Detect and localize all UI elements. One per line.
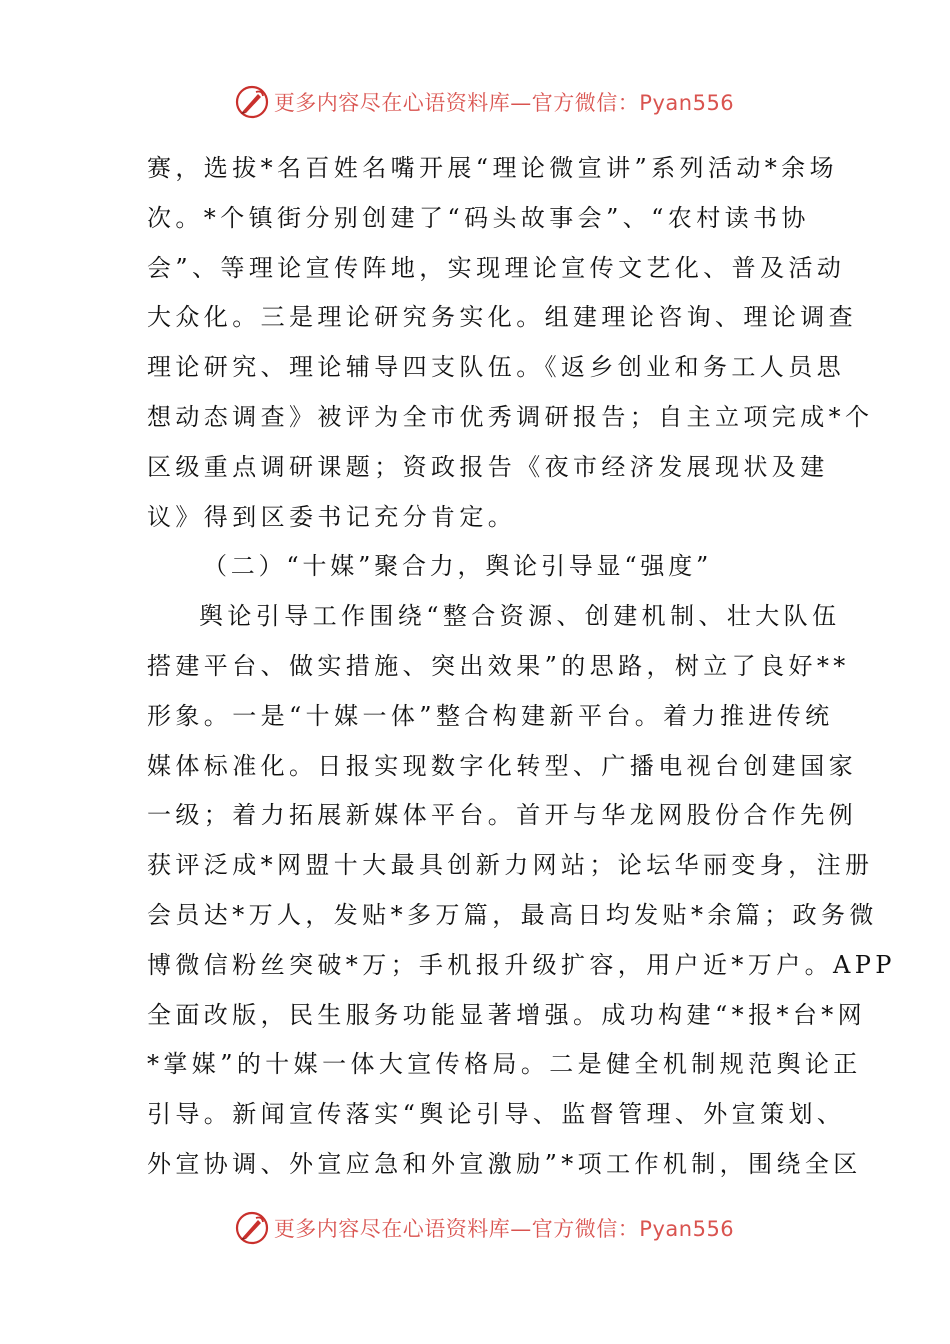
body-line: 全面改版，民生服务功能显著增强。成功构建“*报*台*网: [147, 1000, 867, 1029]
body-line: 赛，选拔*名百姓名嘴开展“理论微宣讲”系列活动*余场: [147, 154, 838, 182]
body-line: 获评泛成*网盟十大最具创新力网站；论坛华丽变身，注册: [147, 851, 874, 880]
section-heading: （二）“十媒”聚合力，舆论引导显“强度”: [203, 552, 713, 581]
body-line: 会”、等理论宣传阵地，实现理论宣传文艺化、普及活动: [147, 253, 846, 282]
body-line: 理论研究、理论辅导四支队伍。《返乡创业和务工人员思: [147, 353, 845, 382]
document-body: [147, 144, 896, 1190]
body-line: 一级；着力拓展新媒体平台。首开与华龙网股份合作先例: [147, 801, 857, 830]
paragraph-first-line: 舆论引导工作围绕“整合资源、创建机制、壮大队伍: [199, 602, 841, 631]
body-line: 引导。新闻宣传落实“舆论引导、监督管理、外宣策划、: [147, 1100, 846, 1129]
body-line: 外宣协调、外宣应急和外宣激励”*项工作机制，围绕全区: [147, 1149, 862, 1178]
body-line: 博微信粉丝突破*万；手机报升级扩容，用户近*万户。APP: [147, 950, 896, 979]
body-line: 想动态调查》被评为全市优秀调研报告；自主立项完成*个: [147, 402, 874, 431]
footer-banner-text: 更多内容尽在心语资料库—官方微信：Pyan556: [273, 1217, 735, 1241]
header-banner-text: 更多内容尽在心语资料库—官方微信：Pyan556: [273, 91, 735, 115]
body-line: 搭建平台、做实措施、突出效果”的思路，树立了良好**: [147, 651, 850, 680]
body-line: 大众化。三是理论研究务实化。组建理论咨询、理论调查: [147, 303, 857, 332]
pen-nib-icon: [234, 1210, 270, 1246]
footer-banner-content: [234, 1210, 734, 1246]
body-line: 形象。一是“十媒一体”整合构建新平台。着力推进传统: [147, 701, 834, 730]
footer-banner: [0, 1206, 950, 1250]
header-banner-content: [234, 84, 734, 120]
pen-nib-icon: [234, 84, 270, 120]
body-line: *掌媒”的十媒一体大宣传格局。二是健全机制规范舆论正: [147, 1050, 862, 1079]
body-line: 区级重点调研课题；资政报告《夜市经济发展现状及建: [147, 452, 829, 481]
body-line: 媒体标准化。日报实现数字化转型、广播电视台创建国家: [147, 751, 857, 780]
body-line: 会员达*万人，发贴*多万篇，最高日均发贴*余篇；政务微: [147, 900, 878, 929]
body-line: 议》得到区委书记充分肯定。: [147, 502, 517, 531]
body-line: 次。*个镇街分别创建了“码头故事会”、“农村读书协: [147, 203, 810, 232]
header-banner: [0, 80, 950, 124]
